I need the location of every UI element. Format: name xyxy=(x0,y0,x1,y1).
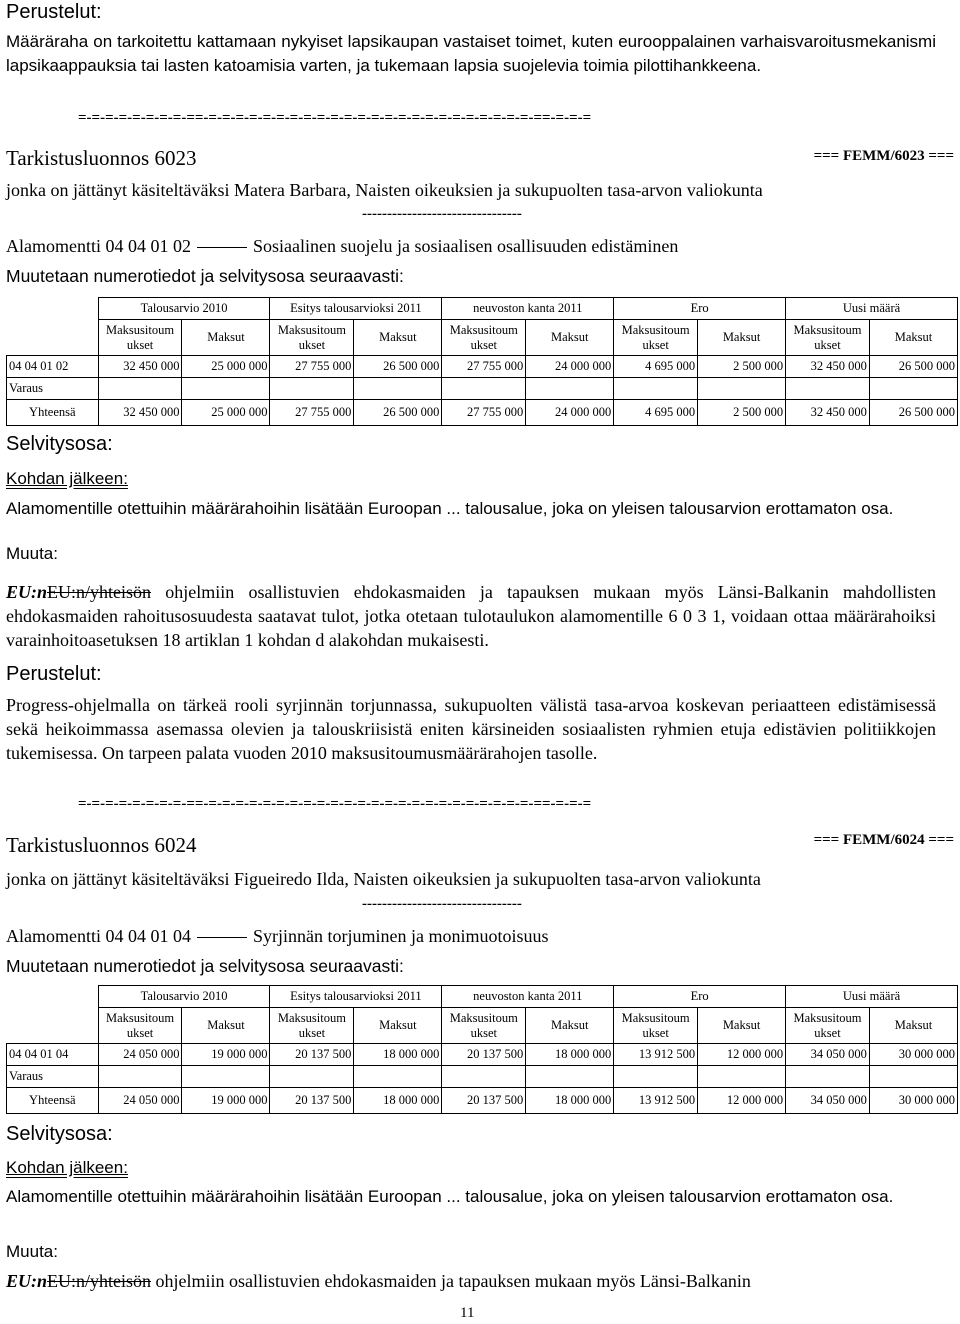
cell: 26 500 000 xyxy=(354,356,442,378)
table-row-total xyxy=(7,1088,958,1114)
cell: 24 000 000 xyxy=(526,400,614,426)
col-commit: Maksusitoum ukset xyxy=(614,320,698,356)
modify-label-6023: Muutetaan numerotiedot ja selvitysosa seuraavasti: xyxy=(6,266,404,286)
col-pay: Maksut xyxy=(354,320,442,356)
cell: 25 000 000 xyxy=(182,400,270,426)
cell: 30 000 000 xyxy=(869,1044,957,1066)
amendment-title-6023: Tarkistusluonnos 6023 xyxy=(6,146,197,170)
row-varaus: Varaus xyxy=(7,1066,99,1088)
row-total: Yhteensä xyxy=(7,1088,99,1114)
col-group: neuvoston kanta 2011 xyxy=(442,986,614,1008)
cell: 25 000 000 xyxy=(182,356,270,378)
cell: 32 450 000 xyxy=(98,356,182,378)
table-row xyxy=(7,356,958,378)
selvitysosa-heading-6024: Selvitysosa: xyxy=(6,1123,113,1145)
col-commit: Maksusitoum ukset xyxy=(270,1008,354,1044)
col-pay: Maksut xyxy=(526,1008,614,1044)
col-pay: Maksut xyxy=(354,1008,442,1044)
cell: 30 000 000 xyxy=(869,1088,957,1114)
col-group: Uusi määrä xyxy=(786,298,958,320)
row-varaus: Varaus xyxy=(7,378,99,400)
cell: 26 500 000 xyxy=(354,400,442,426)
dash-line: -------------------------------- xyxy=(362,896,522,912)
row-total: Yhteensä xyxy=(7,400,99,426)
cell: 24 000 000 xyxy=(526,356,614,378)
cell: 13 912 500 xyxy=(614,1044,698,1066)
cell: 20 137 500 xyxy=(442,1088,526,1114)
col-commit: Maksusitoum ukset xyxy=(270,320,354,356)
cell: 32 450 000 xyxy=(786,356,870,378)
perustelut-text-6023: Progress-ohjelmalla on tärkeä rooli syrjinnän torjunnassa, sukupuolten välistä tasa-arvoa koskevan periaatteen edistämisessä sekä heikoimmassa asemassa olevien ja talouskriisistä eniten kärsineiden sosiaalisten ryhmien etuja edistävien politiikkojen tukemisessa. On tarpeen palata vuoden 2010 maksusitoumusmäärärahojen tasolle. xyxy=(6,695,936,763)
cell: 20 137 500 xyxy=(270,1088,354,1114)
cell: 4 695 000 xyxy=(614,400,698,426)
col-commit: Maksusitoum ukset xyxy=(786,1008,870,1044)
cell: 34 050 000 xyxy=(786,1088,870,1114)
col-commit: Maksusitoum ukset xyxy=(98,320,182,356)
muuta-text xyxy=(6,580,936,652)
kohdan-label: Kohdan jälkeen: xyxy=(6,469,128,488)
col-pay: Maksut xyxy=(869,1008,957,1044)
submitted-by-6023: jonka on jättänyt käsiteltäväksi Matera Barbara, Naisten oikeuksien ja sukupuolten tasa-arvon valiokunta xyxy=(6,180,763,200)
col-group: Esitys talousarvioksi 2011 xyxy=(270,986,442,1008)
cell: 19 000 000 xyxy=(182,1088,270,1114)
modify-label-6024: Muutetaan numerotiedot ja selvitysosa seuraavasti: xyxy=(6,956,404,976)
alamomentti-code: Alamomentti 04 04 01 04 xyxy=(6,926,191,946)
table-row xyxy=(7,1044,958,1066)
inserted-text: EU:n xyxy=(6,582,48,602)
col-group: Ero xyxy=(614,986,786,1008)
selvitysosa-heading: Selvitysosa: xyxy=(6,433,113,455)
cell: 27 755 000 xyxy=(270,356,354,378)
kohdan-text: Alamomentille otettuihin määrärahoihin lisätään Euroopan ... talousalue, joka on yleisen talousarvion erottamaton osa. xyxy=(6,499,894,518)
cell: 24 050 000 xyxy=(98,1044,182,1066)
kohdan-label-6024: Kohdan jälkeen: xyxy=(6,1158,128,1177)
cell: 4 695 000 xyxy=(614,356,698,378)
cell: 27 755 000 xyxy=(270,400,354,426)
cell: 32 450 000 xyxy=(786,400,870,426)
alamomentti-code: Alamomentti 04 04 01 02 xyxy=(6,236,191,256)
dash-line: -------------------------------- xyxy=(362,206,522,222)
budget-table-6023 xyxy=(6,297,958,426)
muuta-body: ohjelmiin osallistuvien ehdokasmaiden ja tapauksen mukaan myös Länsi-Balkanin xyxy=(151,1271,751,1291)
col-commit: Maksusitoum ukset xyxy=(786,320,870,356)
perustelut-heading: Perustelut: xyxy=(6,1,102,23)
col-pay: Maksut xyxy=(526,320,614,356)
col-pay: Maksut xyxy=(869,320,957,356)
alamomentti-6023 xyxy=(6,236,678,257)
budget-table-6024 xyxy=(6,985,958,1114)
dash-rule xyxy=(197,937,247,938)
separator-line: =-=-=-=-=-=-=-=-==-=-=-=-=-=-=-=-=-=-=-=-=-=-=-=-=-=-=-=-=-=-=-=-=-==-=-=-= xyxy=(78,796,592,812)
cell: 12 000 000 xyxy=(698,1044,786,1066)
cell: 12 000 000 xyxy=(698,1088,786,1114)
col-group: Esitys talousarvioksi 2011 xyxy=(270,298,442,320)
col-pay: Maksut xyxy=(698,320,786,356)
page-number: 11 xyxy=(460,1305,475,1321)
col-group: neuvoston kanta 2011 xyxy=(442,298,614,320)
cell: 27 755 000 xyxy=(442,400,526,426)
col-pay: Maksut xyxy=(182,1008,270,1044)
row-code: 04 04 01 04 xyxy=(7,1044,99,1066)
muuta-label: Muuta: xyxy=(6,544,58,563)
table-row-total xyxy=(7,400,958,426)
col-commit: Maksusitoum ukset xyxy=(442,1008,526,1044)
col-pay: Maksut xyxy=(698,1008,786,1044)
table-row xyxy=(7,378,958,400)
cell: 18 000 000 xyxy=(526,1088,614,1114)
col-group: Talousarvio 2010 xyxy=(98,986,270,1008)
kohdan-text-6024: Alamomentille otettuihin määrärahoihin lisätään Euroopan ... talousalue, joka on yleisen talousarvion erottamaton osa. xyxy=(6,1187,894,1206)
submitted-by-6024: jonka on jättänyt käsiteltäväksi Figueiredo Ilda, Naisten oikeuksien ja sukupuolten tasa-arvon valiokunta xyxy=(6,869,761,889)
inserted-text: EU:n xyxy=(6,1271,48,1291)
cell: 26 500 000 xyxy=(869,356,957,378)
cell: 20 137 500 xyxy=(270,1044,354,1066)
perustelut-heading-6023: Perustelut: xyxy=(6,663,102,685)
muuta-body: ohjelmiin osallistuvien ehdokasmaiden ja tapauksen mukaan myös Länsi-Balkanin mahdollisten ehdokasmaiden rahoitusosuudesta saatavat tulot, jotka otetaan tulotaulukon alamomentille 6 0 3 1, voidaan ottaa määrärahoiksi varainhoitoasetuksen 18 artiklan 1 kohdan d alakohdan mukaisesti. xyxy=(6,582,936,650)
cell: 32 450 000 xyxy=(98,400,182,426)
alamomentti-6024 xyxy=(6,926,548,947)
cell: 2 500 000 xyxy=(698,356,786,378)
col-commit: Maksusitoum ukset xyxy=(98,1008,182,1044)
deleted-text: EU:n/yhteisön xyxy=(47,582,152,602)
table-row xyxy=(7,1066,958,1088)
col-group: Uusi määrä xyxy=(786,986,958,1008)
cell: 18 000 000 xyxy=(354,1044,442,1066)
col-commit: Maksusitoum ukset xyxy=(442,320,526,356)
dash-rule xyxy=(197,247,247,248)
muuta-label-6024: Muuta: xyxy=(6,1242,58,1261)
separator-line: =-=-=-=-=-=-=-=-==-=-=-=-=-=-=-=-=-=-=-=-=-=-=-=-=-=-=-=-=-=-=-=-=-==-=-=-= xyxy=(78,110,592,126)
cell: 18 000 000 xyxy=(354,1088,442,1114)
cell: 24 050 000 xyxy=(98,1088,182,1114)
cell: 18 000 000 xyxy=(526,1044,614,1066)
deleted-text: EU:n/yhteisön xyxy=(47,1271,152,1291)
alamomentti-name: Sosiaalinen suojelu ja sosiaalisen osallisuuden edistäminen xyxy=(252,236,679,256)
col-group: Talousarvio 2010 xyxy=(98,298,270,320)
amendment-title-6024: Tarkistusluonnos 6024 xyxy=(6,833,197,857)
row-code: 04 04 01 02 xyxy=(7,356,99,378)
muuta-text-6024 xyxy=(6,1269,936,1293)
col-pay: Maksut xyxy=(182,320,270,356)
amendment-code-6024: === FEMM/6024 === xyxy=(813,832,954,848)
cell: 27 755 000 xyxy=(442,356,526,378)
cell: 13 912 500 xyxy=(614,1088,698,1114)
perustelut-text: Määräraha on tarkoitettu kattamaan nykyiset lapsikaupan vastaiset toimet, kuten eurooppalainen varhaisvaroitusmekanismi lapsikaappauksia tai lasten katoamisia varten, ja tukemaan lapsia suojelevia toimia pilottihankkeena. xyxy=(6,32,936,75)
col-group: Ero xyxy=(614,298,786,320)
amendment-code-6023: === FEMM/6023 === xyxy=(813,148,954,164)
cell: 19 000 000 xyxy=(182,1044,270,1066)
cell: 34 050 000 xyxy=(786,1044,870,1066)
cell: 20 137 500 xyxy=(442,1044,526,1066)
cell: 26 500 000 xyxy=(869,400,957,426)
alamomentti-name: Syrjinnän torjuminen ja monimuotoisuus xyxy=(252,926,549,946)
col-commit: Maksusitoum ukset xyxy=(614,1008,698,1044)
cell: 2 500 000 xyxy=(698,400,786,426)
